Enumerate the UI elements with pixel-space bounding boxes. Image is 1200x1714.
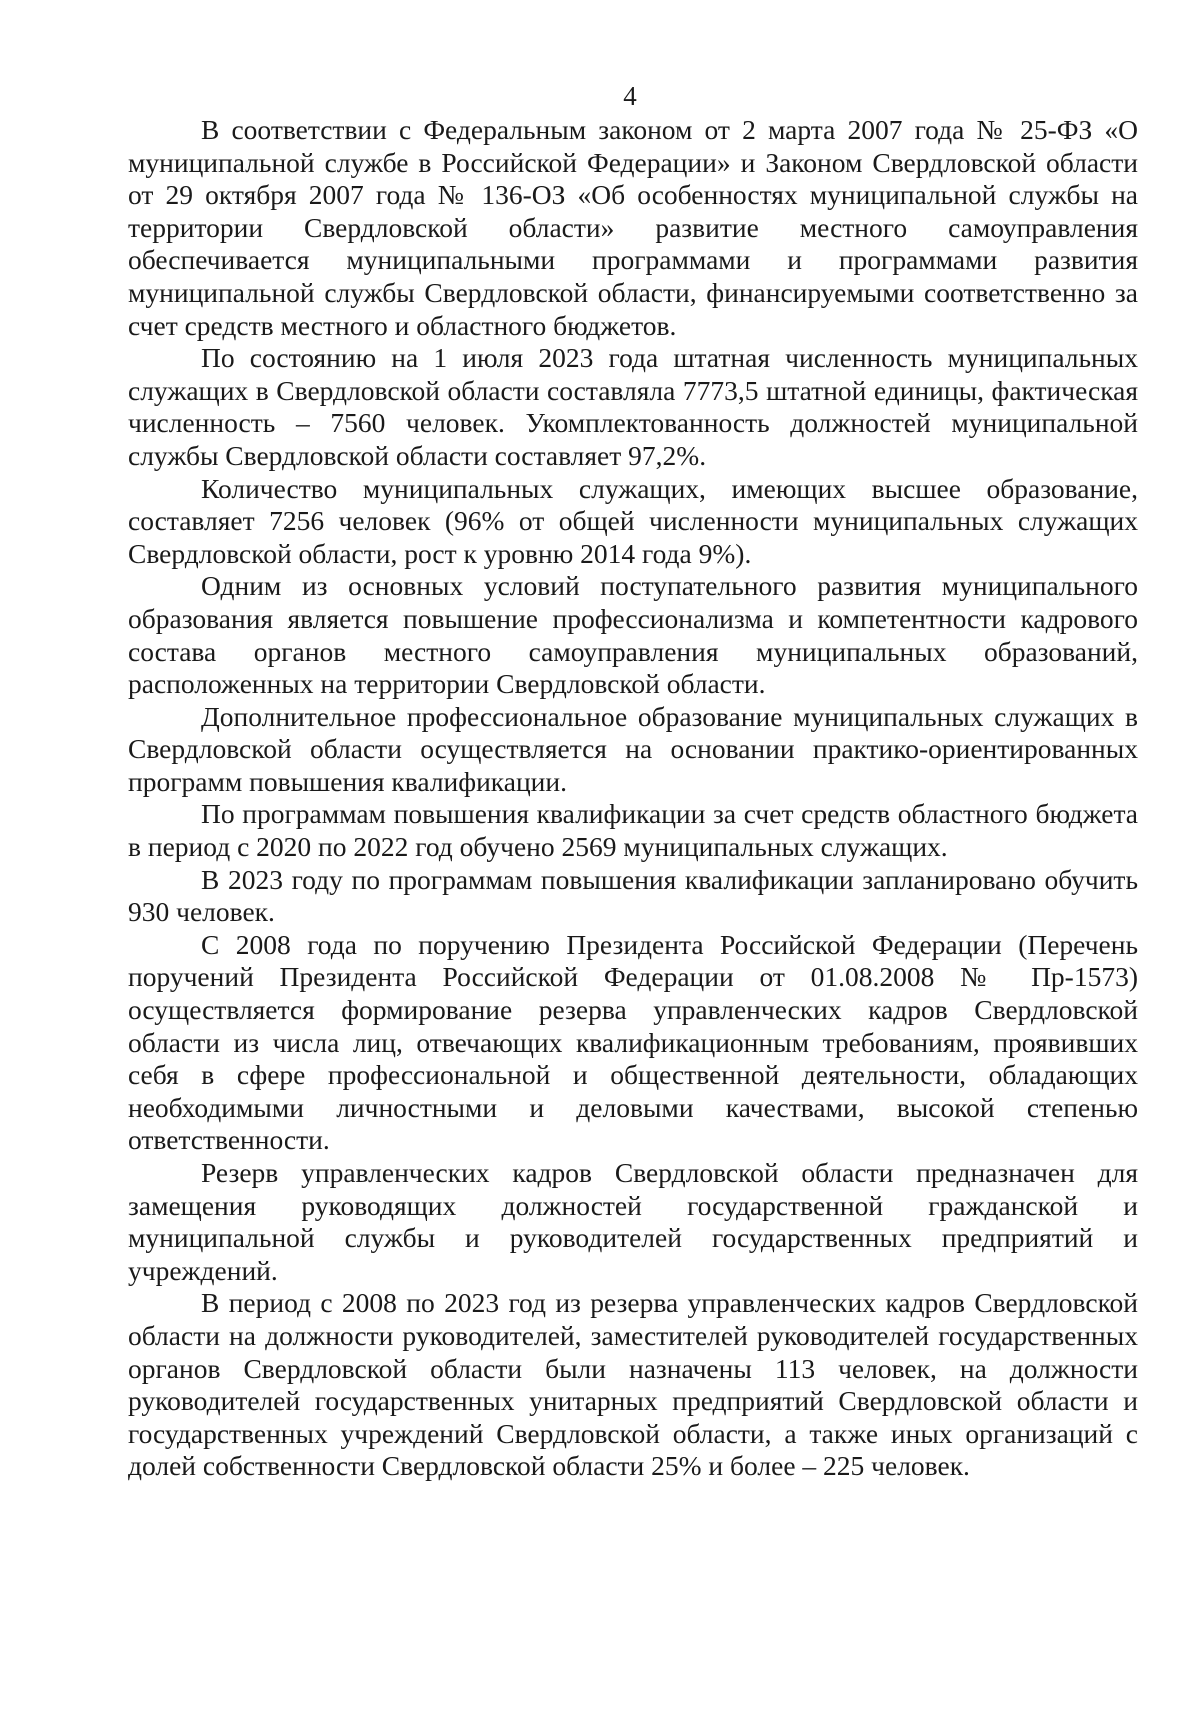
paragraph-appointments: В период с 2008 по 2023 год из резерва управленческих кадров Свердловской области на должности руководителей, заместителей руководителей государственных органов Свердловской области были назначены 113 человек, на должности руководителей государственных унитарных предприятий Свердловской области и государственных учреждений Свердловской области, а также иных организаций с долей собственности Свердловской области 25% и более – 225 человек. [128,1287,1138,1482]
paragraph-higher-education: Количество муниципальных служащих, имеющих высшее образование, составляет 7256 человек (96% от общей численности муниципальных служащих Свердловской области, рост к уровню 2014 года 9%). [128,472,1138,569]
paragraph-management-reserve-formation: С 2008 года по поручению Президента Российской Федерации (Перечень поручений Президента Российской Федерации от 01.08.2008 № Пр-1573) осуществляется формирование резерва управленческих кадров Свердловской области из числа лиц, отвечающих квалификационным требованиям, проявивших себя в сфере профессиональной и общественной деятельности, обладающих необходимыми личностными и деловыми качествами, высокой степенью ответственности. [128,928,1138,1156]
document-body [128,114,1138,1483]
paragraph-training-2023: В 2023 году по программам повышения квалификации запланировано обучить 930 человек. [128,863,1138,928]
paragraph-management-reserve-purpose: Резерв управленческих кадров Свердловской области предназначен для замещения руководящих должностей государственной гражданской и муниципальной службы и руководителей государственных предприятий и учреждений. [128,1157,1138,1286]
page-number: 4 [623,81,637,111]
paragraph-additional-education: Дополнительное профессиональное образование муниципальных служащих в Свердловской области осуществляется на основании практико-ориентированных программ повышения квалификации. [128,700,1138,797]
paragraph-legal-basis: В соответствии с Федеральным законом от 2 марта 2007 года № 25-ФЗ «О муниципальной службе в Российской Федерации» и Законом Свердловской области от 29 октября 2007 года № 136-ОЗ «Об особенностях муниципальной службы на территории Свердловской области» развитие местного самоуправления обеспечивается муниципальными программами и программами развития муниципальной службы Свердловской области, финансируемыми соответственно за счет средств местного и областного бюджетов. [128,114,1138,341]
paragraph-development-conditions: Одним из основных условий поступательного развития муниципального образования является повышение профессионализма и компетентности кадрового состава органов местного самоуправления муниципальных образований, расположенных на территории Свердловской области. [128,570,1138,700]
paragraph-staff-numbers: По состоянию на 1 июля 2023 года штатная численность муниципальных служащих в Свердловской области составляла 7773,5 штатной единицы, фактическая численность – 7560 человек. Укомплектованность должностей муниципальной службы Свердловской области составляет 97,2%. [128,342,1138,471]
paragraph-training-2020-2022: По программам повышения квалификации за счет средств областного бюджета в период с 2020 по 2022 год обучено 2569 муниципальных служащих. [128,798,1138,863]
